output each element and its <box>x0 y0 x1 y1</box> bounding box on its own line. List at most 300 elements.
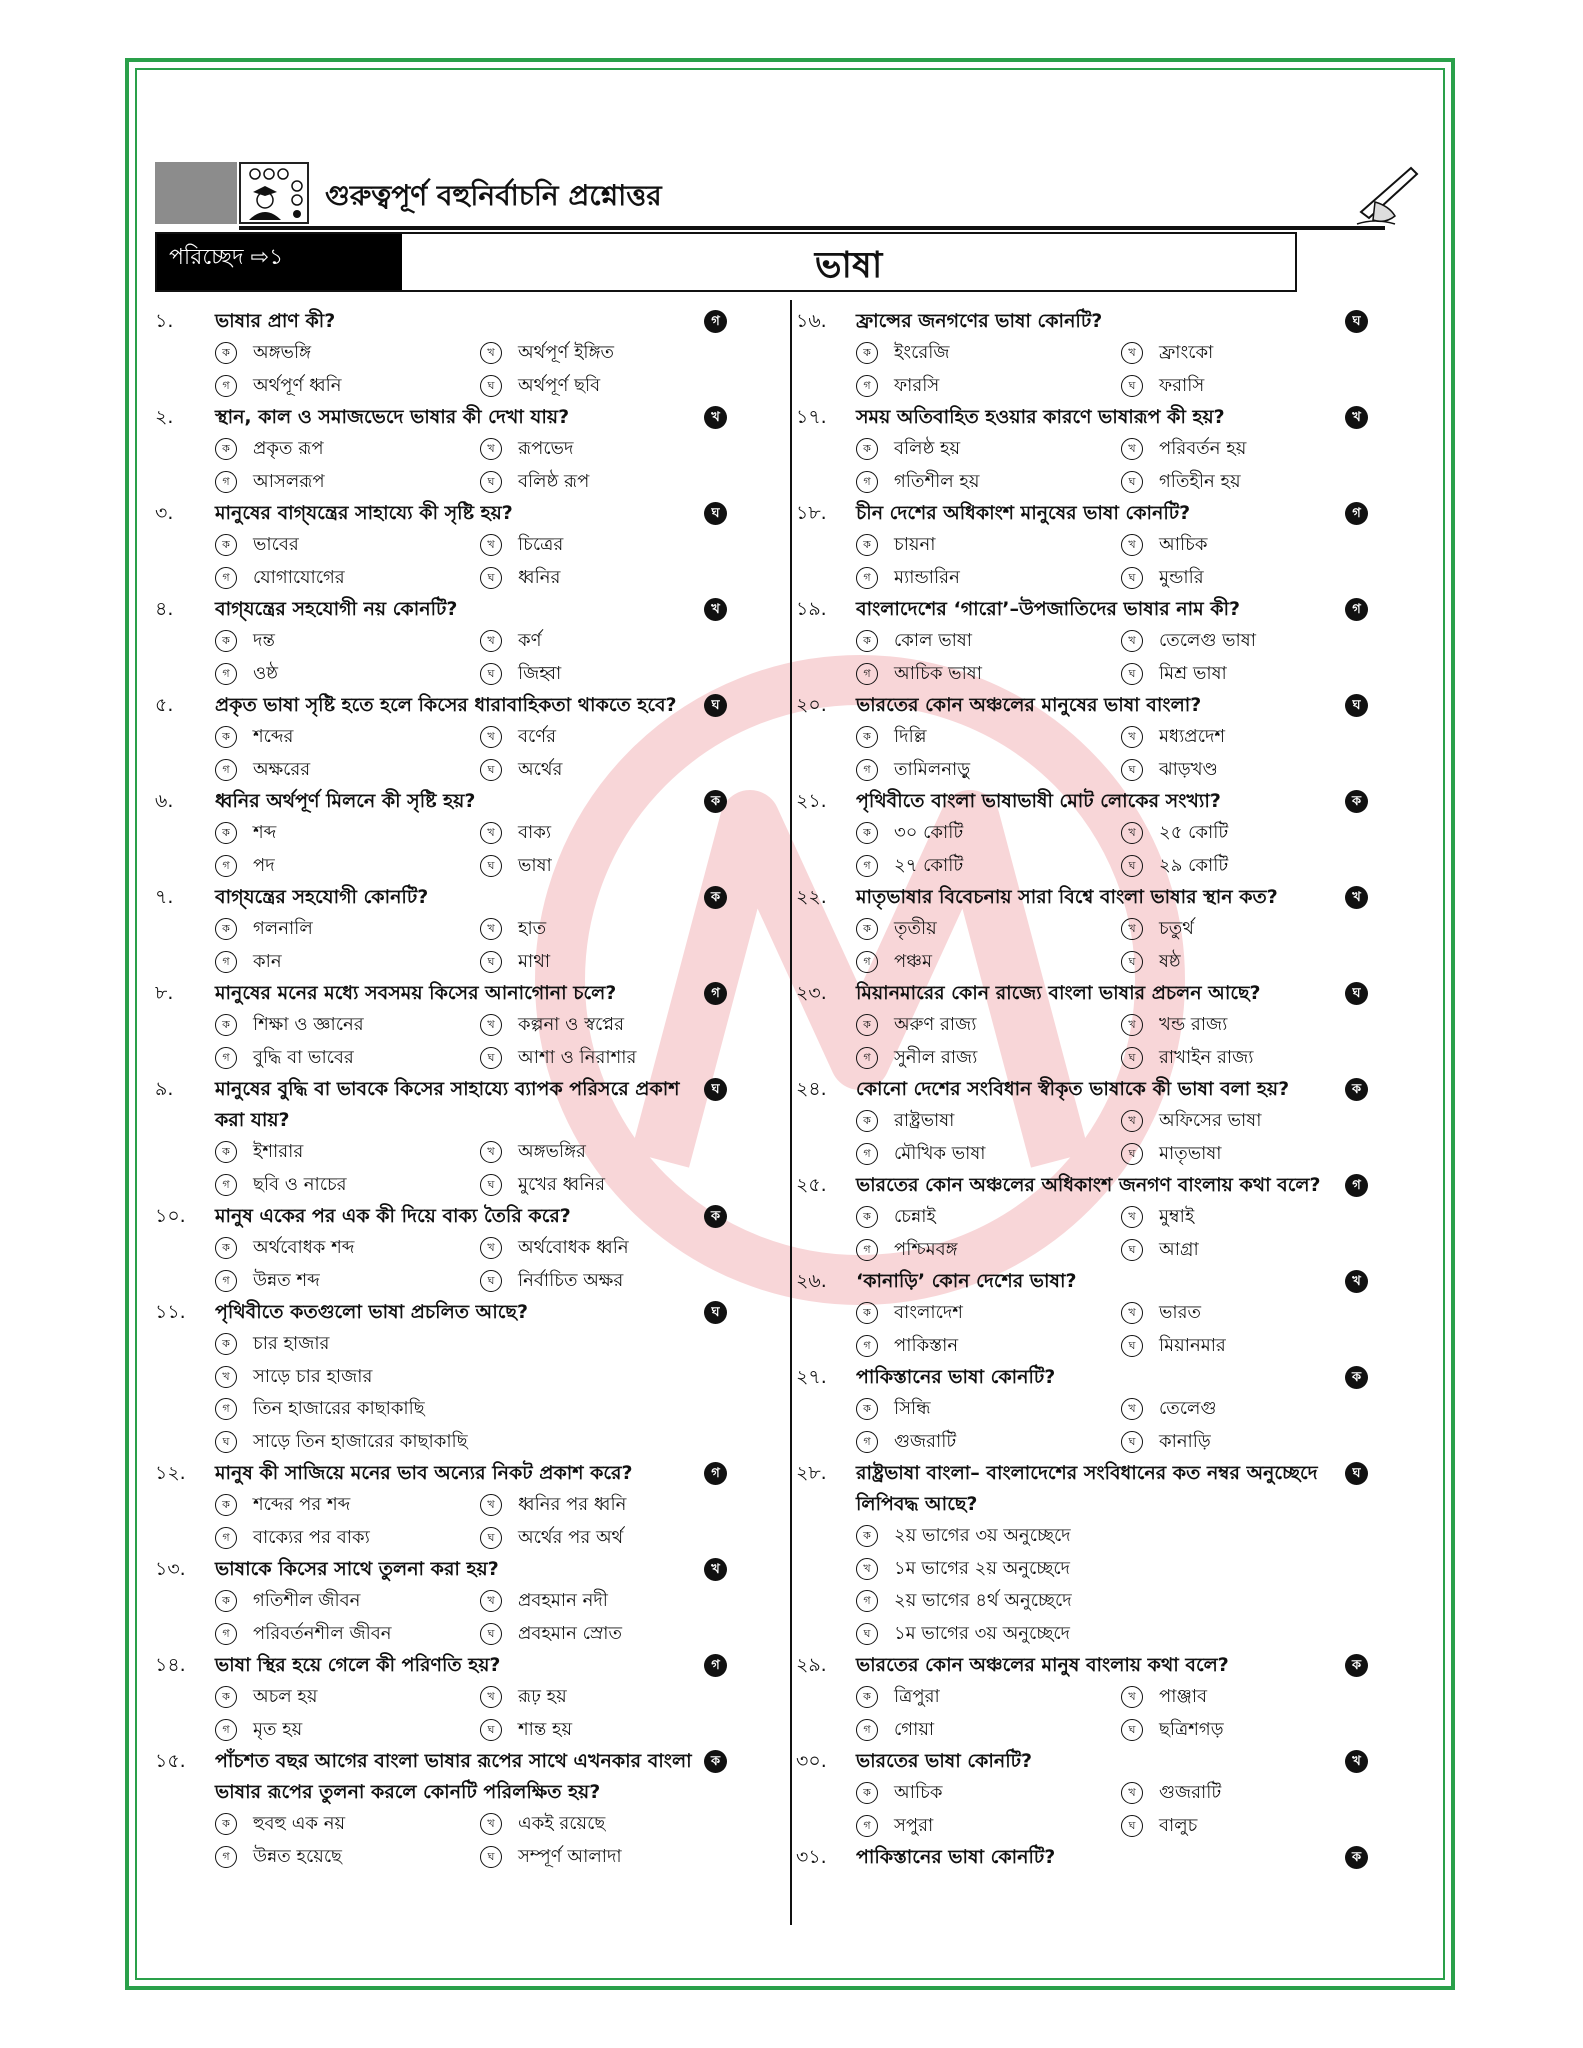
question-number: ৬. <box>155 790 174 812</box>
option-item <box>1121 754 1386 787</box>
option-marker: খ <box>1121 1110 1143 1132</box>
option-marker: গ <box>215 1047 237 1069</box>
option-marker: ক <box>856 1110 878 1132</box>
question-number: ২২. <box>796 886 827 908</box>
option-item <box>856 913 1121 946</box>
question-item <box>155 306 745 402</box>
option-marker: খ <box>1121 342 1143 364</box>
option-grid <box>155 1489 745 1554</box>
option-item <box>1121 1777 1386 1810</box>
question-item <box>155 594 745 690</box>
option-grid <box>796 913 1386 978</box>
option-item <box>856 529 1121 562</box>
header-gray-block <box>155 162 237 224</box>
option-marker: গ <box>856 1590 878 1612</box>
option-text: কান <box>253 950 282 972</box>
column-divider <box>790 300 792 1925</box>
option-item <box>215 1169 480 1202</box>
option-text: শব্দ <box>253 822 277 843</box>
option-text: তেলেগু ভাষা <box>1159 630 1256 651</box>
option-grid <box>796 721 1386 786</box>
option-marker: গ <box>215 1846 237 1868</box>
question-text: মাতৃভাষার বিবেচনায় সারা বিশ্বে বাংলা ভাষার স্থান কত? <box>856 886 1278 908</box>
question-number: ১০. <box>155 1205 186 1227</box>
question-text: ভারতের কোন অঞ্চলের মানুষের ভাষা বাংলা? <box>856 694 1202 716</box>
option-item <box>1121 1426 1386 1459</box>
option-grid <box>796 433 1386 498</box>
question-text: ভাষা স্থির হয়ে গেলে কী পরিণতি হয়? <box>215 1654 501 1676</box>
option-item <box>1121 658 1386 691</box>
header-rule <box>239 226 1385 230</box>
option-text: সম্পূর্ণ আলাদা <box>518 1845 622 1867</box>
option-marker: খ <box>1121 918 1143 940</box>
option-marker: ঘ <box>1121 1239 1143 1261</box>
option-text: দিল্লি <box>894 726 927 747</box>
answer-badge: ঘ <box>1345 982 1368 1005</box>
option-text: গোয়া <box>894 1718 935 1740</box>
option-item <box>215 1714 480 1747</box>
question-text: পাকিস্তানের ভাষা কোনটি? <box>856 1846 1056 1868</box>
question-text: মানুষের মনের মধ্যে সবসময় কিসের আনাগোনা চলে? <box>215 982 617 1004</box>
option-marker: ক <box>215 1237 237 1259</box>
option-marker: ক <box>215 1590 237 1612</box>
option-grid <box>796 529 1386 594</box>
option-item <box>215 1522 480 1555</box>
answer-badge: ক <box>704 1750 727 1773</box>
question-number: ৩১. <box>796 1846 827 1868</box>
question-row <box>796 1362 1386 1393</box>
question-row <box>796 1842 1386 1873</box>
question-row <box>155 1746 745 1808</box>
option-item <box>215 1136 480 1169</box>
question-row <box>155 1074 745 1136</box>
option-item <box>1121 562 1386 595</box>
option-marker: ঘ <box>480 1527 502 1549</box>
option-text: মিয়ানমার <box>1159 1334 1226 1356</box>
option-marker: গ <box>215 951 237 973</box>
question-text: বাগ্‌যন্ত্রের সহযোগী কোনটি? <box>215 886 429 908</box>
question-number: ১৯. <box>796 598 827 620</box>
option-grid <box>796 1520 1386 1650</box>
question-item <box>796 1362 1386 1458</box>
option-marker: ক <box>215 534 237 556</box>
question-text: চীন দেশের অধিকাংশ মানুষের ভাষা কোনটি? <box>856 502 1191 524</box>
question-item <box>796 690 1386 786</box>
answer-badge: ক <box>1345 1366 1368 1389</box>
option-marker: ঘ <box>1121 1431 1143 1453</box>
option-marker: খ <box>480 822 502 844</box>
option-item <box>215 625 480 658</box>
option-marker: খ <box>480 534 502 556</box>
option-marker: খ <box>1121 1398 1143 1420</box>
chapter-bar <box>155 232 1297 292</box>
option-item <box>215 466 480 499</box>
option-text: বাক্য <box>518 822 552 843</box>
option-item <box>1121 1330 1386 1363</box>
option-grid <box>796 1201 1386 1266</box>
option-item <box>1121 337 1386 370</box>
option-text: গতিশীল হয় <box>894 470 980 492</box>
option-text: সপুরা <box>894 1814 934 1836</box>
option-marker: ঘ <box>1121 759 1143 781</box>
option-item <box>1121 946 1386 979</box>
option-marker: ঘ <box>480 663 502 685</box>
option-item <box>215 1042 480 1075</box>
option-marker: ক <box>215 1014 237 1036</box>
question-text: ‘কানাড়ি’ কোন দেশের ভাষা? <box>856 1270 1077 1292</box>
option-text: ধ্বনির পর ধ্বনি <box>518 1494 627 1515</box>
option-item <box>215 754 480 787</box>
answer-badge: ঘ <box>1345 694 1368 717</box>
option-marker: ক <box>215 1813 237 1835</box>
option-marker: খ <box>215 1366 237 1388</box>
option-item <box>856 1201 1121 1234</box>
option-grid <box>796 625 1386 690</box>
option-text: সাড়ে চার হাজার <box>253 1365 373 1387</box>
option-item <box>856 1520 1386 1553</box>
option-marker: গ <box>215 1719 237 1741</box>
question-item <box>155 1458 745 1554</box>
option-item <box>1121 529 1386 562</box>
question-number: ২৬. <box>796 1270 827 1292</box>
option-item <box>215 1585 480 1618</box>
answer-badge: গ <box>704 310 727 333</box>
option-item <box>856 946 1121 979</box>
option-text: আচিক <box>894 1782 943 1803</box>
option-marker: ক <box>856 822 878 844</box>
question-text: ভারতের ভাষা কোনটি? <box>856 1750 1033 1772</box>
option-item <box>1121 1714 1386 1747</box>
option-text: বর্ণের <box>518 726 557 747</box>
option-item <box>1121 1810 1386 1843</box>
question-text: রাষ্ট্রভাষা বাংলা– বাংলাদেশের সংবিধানের কত নম্বর অনুচ্ছেদে লিপিবদ্ধ আছে? <box>856 1462 1318 1515</box>
option-marker: খ <box>1121 1686 1143 1708</box>
question-number: ২. <box>155 406 174 428</box>
option-text: ফারসি <box>894 374 940 396</box>
question-number: ১. <box>155 310 174 332</box>
option-item <box>856 1553 1386 1586</box>
option-marker: গ <box>215 471 237 493</box>
option-text: কোল ভাষা <box>894 630 973 651</box>
question-row <box>155 690 745 721</box>
option-text: গুজরাটি <box>894 1430 957 1452</box>
option-item <box>1121 1138 1386 1171</box>
question-text: সময় অতিবাহিত হওয়ার কারণে ভাষারূপ কী হয়? <box>856 406 1225 428</box>
option-text: অর্থবোধক শব্দ <box>253 1237 355 1258</box>
question-number: ৩০. <box>796 1750 827 1772</box>
question-item <box>155 690 745 786</box>
question-text: মানুষের বুদ্ধি বা ভাবকে কিসের সাহায্যে ব্যাপক পরিসরে প্রকাশ করা যায়? <box>215 1078 680 1131</box>
option-item <box>1121 1105 1386 1138</box>
option-item <box>215 1489 480 1522</box>
option-text: অরুণ রাজ্য <box>894 1014 977 1035</box>
question-number: ৩. <box>155 502 174 524</box>
option-text: মিশ্র ভাষা <box>1159 662 1227 684</box>
option-marker: ঘ <box>1121 375 1143 397</box>
option-text: শব্দের পর শব্দ <box>253 1494 351 1515</box>
question-number: ৯. <box>155 1078 174 1100</box>
option-text: খন্ড রাজ্য <box>1159 1014 1228 1035</box>
option-item <box>856 466 1121 499</box>
question-text: মানুষের বাগ্‌যন্ত্রের সাহায্যে কী সৃষ্টি হয়? <box>215 502 513 524</box>
option-item <box>1121 721 1386 754</box>
question-item <box>796 1842 1386 1873</box>
option-item <box>856 562 1121 595</box>
question-text: মিয়ানমারের কোন রাজ্যে বাংলা ভাষার প্রচলন আছে? <box>856 982 1261 1004</box>
option-text: ৩০ কোটি <box>894 822 964 843</box>
option-item <box>1121 1393 1386 1426</box>
option-item <box>215 946 480 979</box>
option-marker: খ <box>480 438 502 460</box>
option-item <box>480 466 745 499</box>
option-item <box>215 817 480 850</box>
option-marker: ক <box>215 438 237 460</box>
option-text: শিক্ষা ও জ্ঞানের <box>253 1014 364 1035</box>
answer-badge: গ <box>704 982 727 1005</box>
option-marker: ক <box>215 342 237 364</box>
option-item <box>480 721 745 754</box>
option-marker: গ <box>856 1239 878 1261</box>
option-marker: খ <box>1121 1302 1143 1324</box>
option-text: ফ্রাংকো <box>1159 342 1214 363</box>
option-text: চার হাজার <box>253 1333 330 1354</box>
option-item <box>215 913 480 946</box>
option-marker: ঘ <box>480 567 502 589</box>
answer-badge: ক <box>1345 790 1368 813</box>
option-item <box>480 1841 745 1874</box>
option-grid <box>796 1777 1386 1842</box>
option-text: ২য় ভাগের ৩য় অনুচ্ছেদে <box>894 1525 1071 1546</box>
option-marker: ঘ <box>480 1047 502 1069</box>
option-marker: গ <box>856 1047 878 1069</box>
option-text: দন্ত <box>253 630 275 651</box>
question-row <box>796 306 1386 337</box>
option-text: গতিহীন হয় <box>1159 470 1241 492</box>
option-text: ত্রিপুরা <box>894 1686 940 1707</box>
option-item <box>856 1234 1121 1267</box>
question-item <box>155 1297 745 1458</box>
option-text: জিহ্বা <box>518 662 562 684</box>
option-text: সুনীল রাজ্য <box>894 1046 978 1068</box>
option-item <box>856 1297 1121 1330</box>
option-marker: ঘ <box>480 375 502 397</box>
option-marker: খ <box>1121 1206 1143 1228</box>
answer-badge: খ <box>704 406 727 429</box>
question-item <box>796 978 1386 1074</box>
option-text: শব্দের <box>253 726 294 747</box>
answer-badge: গ <box>704 1654 727 1677</box>
option-item <box>480 1042 745 1075</box>
question-item <box>155 402 745 498</box>
option-text: পরিবর্তন হয় <box>1159 438 1247 459</box>
option-text: ঝাড়খণ্ড <box>1159 758 1218 780</box>
option-item <box>1121 1234 1386 1267</box>
option-text: মাথা <box>518 950 551 972</box>
answer-badge: গ <box>1345 1174 1368 1197</box>
option-marker: ঘ <box>1121 471 1143 493</box>
question-row <box>796 1650 1386 1681</box>
option-item <box>1121 1297 1386 1330</box>
option-item <box>480 817 745 850</box>
option-marker: ক <box>856 1398 878 1420</box>
option-marker: গ <box>856 1815 878 1837</box>
option-item <box>1121 850 1386 883</box>
option-text: মৃত হয় <box>253 1718 303 1740</box>
option-item <box>215 1426 745 1459</box>
option-item <box>856 1810 1121 1843</box>
option-item <box>480 658 745 691</box>
option-text: অক্ষরের <box>253 758 311 780</box>
answer-badge: খ <box>1345 1270 1368 1293</box>
option-text: ২য় ভাগের ৪র্থ অনুচ্ছেদে <box>894 1590 1072 1611</box>
option-text: বুদ্ধি বা ভাবের <box>253 1046 354 1068</box>
option-text: পরিবর্তনশীল জীবন <box>253 1622 392 1644</box>
option-item <box>480 754 745 787</box>
option-text: অফিসের ভাষা <box>1159 1110 1262 1131</box>
answer-badge: ঘ <box>704 502 727 525</box>
question-text: পৃথিবীতে কতগুলো ভাষা প্রচলিত আছে? <box>215 1301 528 1323</box>
option-item <box>215 721 480 754</box>
option-text: অর্থপূর্ণ ছবি <box>518 374 601 396</box>
option-marker: খ <box>480 1237 502 1259</box>
option-marker: ক <box>856 918 878 940</box>
option-text: রাখাইন রাজ্য <box>1159 1046 1254 1068</box>
right-question-column <box>796 306 1386 1873</box>
question-item <box>796 786 1386 882</box>
option-item <box>856 433 1121 466</box>
question-row <box>155 498 745 529</box>
option-marker: ক <box>856 342 878 364</box>
option-text: ম্যান্ডারিন <box>894 566 960 588</box>
question-row <box>155 594 745 625</box>
option-marker: খ <box>1121 726 1143 748</box>
option-marker: গ <box>856 375 878 397</box>
question-row <box>796 1266 1386 1297</box>
option-item <box>215 337 480 370</box>
option-marker: গ <box>215 1527 237 1549</box>
option-item <box>480 625 745 658</box>
option-text: মুন্ডারি <box>1159 566 1204 588</box>
option-marker: ঘ <box>1121 1047 1143 1069</box>
answer-badge: ক <box>704 790 727 813</box>
option-text: বাক্যের পর বাক্য <box>253 1526 370 1548</box>
answer-badge: ক <box>1345 1078 1368 1101</box>
question-item <box>155 1201 745 1297</box>
option-text: তিন হাজারের কাছাকাছি <box>253 1398 425 1419</box>
option-item <box>480 1681 745 1714</box>
option-text: আগ্রা <box>1159 1238 1199 1260</box>
option-marker: ক <box>856 1014 878 1036</box>
option-marker: খ <box>1121 1014 1143 1036</box>
option-item <box>1121 1681 1386 1714</box>
option-item <box>856 754 1121 787</box>
option-text: অচল হয় <box>253 1686 318 1707</box>
option-marker: গ <box>856 567 878 589</box>
question-text: ভাষার প্রাণ কী? <box>215 310 336 332</box>
option-marker: ক <box>215 630 237 652</box>
question-number: ৭. <box>155 886 174 908</box>
question-row <box>155 306 745 337</box>
option-item <box>856 1330 1121 1363</box>
option-marker: গ <box>215 663 237 685</box>
option-text: একই রয়েছে <box>518 1813 606 1834</box>
option-text: রূপভেদ <box>518 438 574 459</box>
option-text: উন্নত হয়েছে <box>253 1845 342 1867</box>
answer-badge: ঘ <box>704 1301 727 1324</box>
option-marker: গ <box>215 567 237 589</box>
question-text: কোনো দেশের সংবিধান স্বীকৃত ভাষাকে কী ভাষা বলা হয়? <box>856 1078 1290 1100</box>
option-marker: গ <box>856 1335 878 1357</box>
chapter-title: ভাষা <box>814 245 883 286</box>
option-marker: ক <box>856 1782 878 1804</box>
option-text: ইশারার <box>253 1141 304 1162</box>
option-text: ইংরেজি <box>894 342 950 363</box>
option-grid <box>796 337 1386 402</box>
question-row <box>796 1074 1386 1105</box>
option-item <box>215 1232 480 1265</box>
option-text: ২৫ কোটি <box>1159 822 1229 843</box>
option-text: আশা ও নিরাশার <box>518 1046 637 1068</box>
question-row <box>796 594 1386 625</box>
question-row <box>796 690 1386 721</box>
option-marker: খ <box>480 1590 502 1612</box>
question-row <box>155 978 745 1009</box>
option-marker: গ <box>856 1719 878 1741</box>
option-item <box>1121 817 1386 850</box>
option-item <box>480 1585 745 1618</box>
option-grid <box>155 721 745 786</box>
option-item <box>215 1328 745 1361</box>
option-marker: খ <box>1121 822 1143 844</box>
question-item <box>155 1554 745 1650</box>
option-text: অর্থের পর অর্থ <box>518 1526 624 1548</box>
option-text: ১ম ভাগের ২য় অনুচ্ছেদে <box>894 1557 1071 1579</box>
answer-badge: ঘ <box>1345 1462 1368 1485</box>
answer-badge: ঘ <box>704 694 727 717</box>
option-text: গতিশীল জীবন <box>253 1590 361 1611</box>
option-text: কানাড়ি <box>1159 1430 1211 1452</box>
question-number: ২৪. <box>796 1078 827 1100</box>
answer-badge: ক <box>1345 1654 1368 1677</box>
question-item <box>796 1746 1386 1842</box>
question-number: ২৮. <box>796 1462 827 1484</box>
option-item <box>215 1841 480 1874</box>
option-text: পাঞ্জাব <box>1159 1686 1208 1707</box>
option-item <box>856 625 1121 658</box>
header-title: গুরুত্বপূর্ণ বহুনির্বাচনি প্রশ্নোত্তর <box>325 179 662 212</box>
option-item <box>215 850 480 883</box>
option-grid <box>796 1105 1386 1170</box>
option-marker: ঘ <box>215 1431 237 1453</box>
student-answer-sheet-icon <box>239 162 309 224</box>
option-item <box>480 1618 745 1651</box>
option-item <box>856 1393 1121 1426</box>
option-item <box>1121 466 1386 499</box>
option-item <box>480 850 745 883</box>
question-item <box>796 306 1386 402</box>
option-text: সিন্ধি <box>894 1398 931 1419</box>
question-text: পাকিস্তানের ভাষা কোনটি? <box>856 1366 1056 1388</box>
option-marker: খ <box>1121 630 1143 652</box>
answer-badge: খ <box>1345 886 1368 909</box>
option-grid <box>155 625 745 690</box>
answer-badge: গ <box>704 1462 727 1485</box>
option-marker: ক <box>215 1333 237 1355</box>
question-item <box>155 1074 745 1201</box>
option-marker: গ <box>856 1431 878 1453</box>
section-header <box>155 162 1315 230</box>
question-item <box>155 882 745 978</box>
